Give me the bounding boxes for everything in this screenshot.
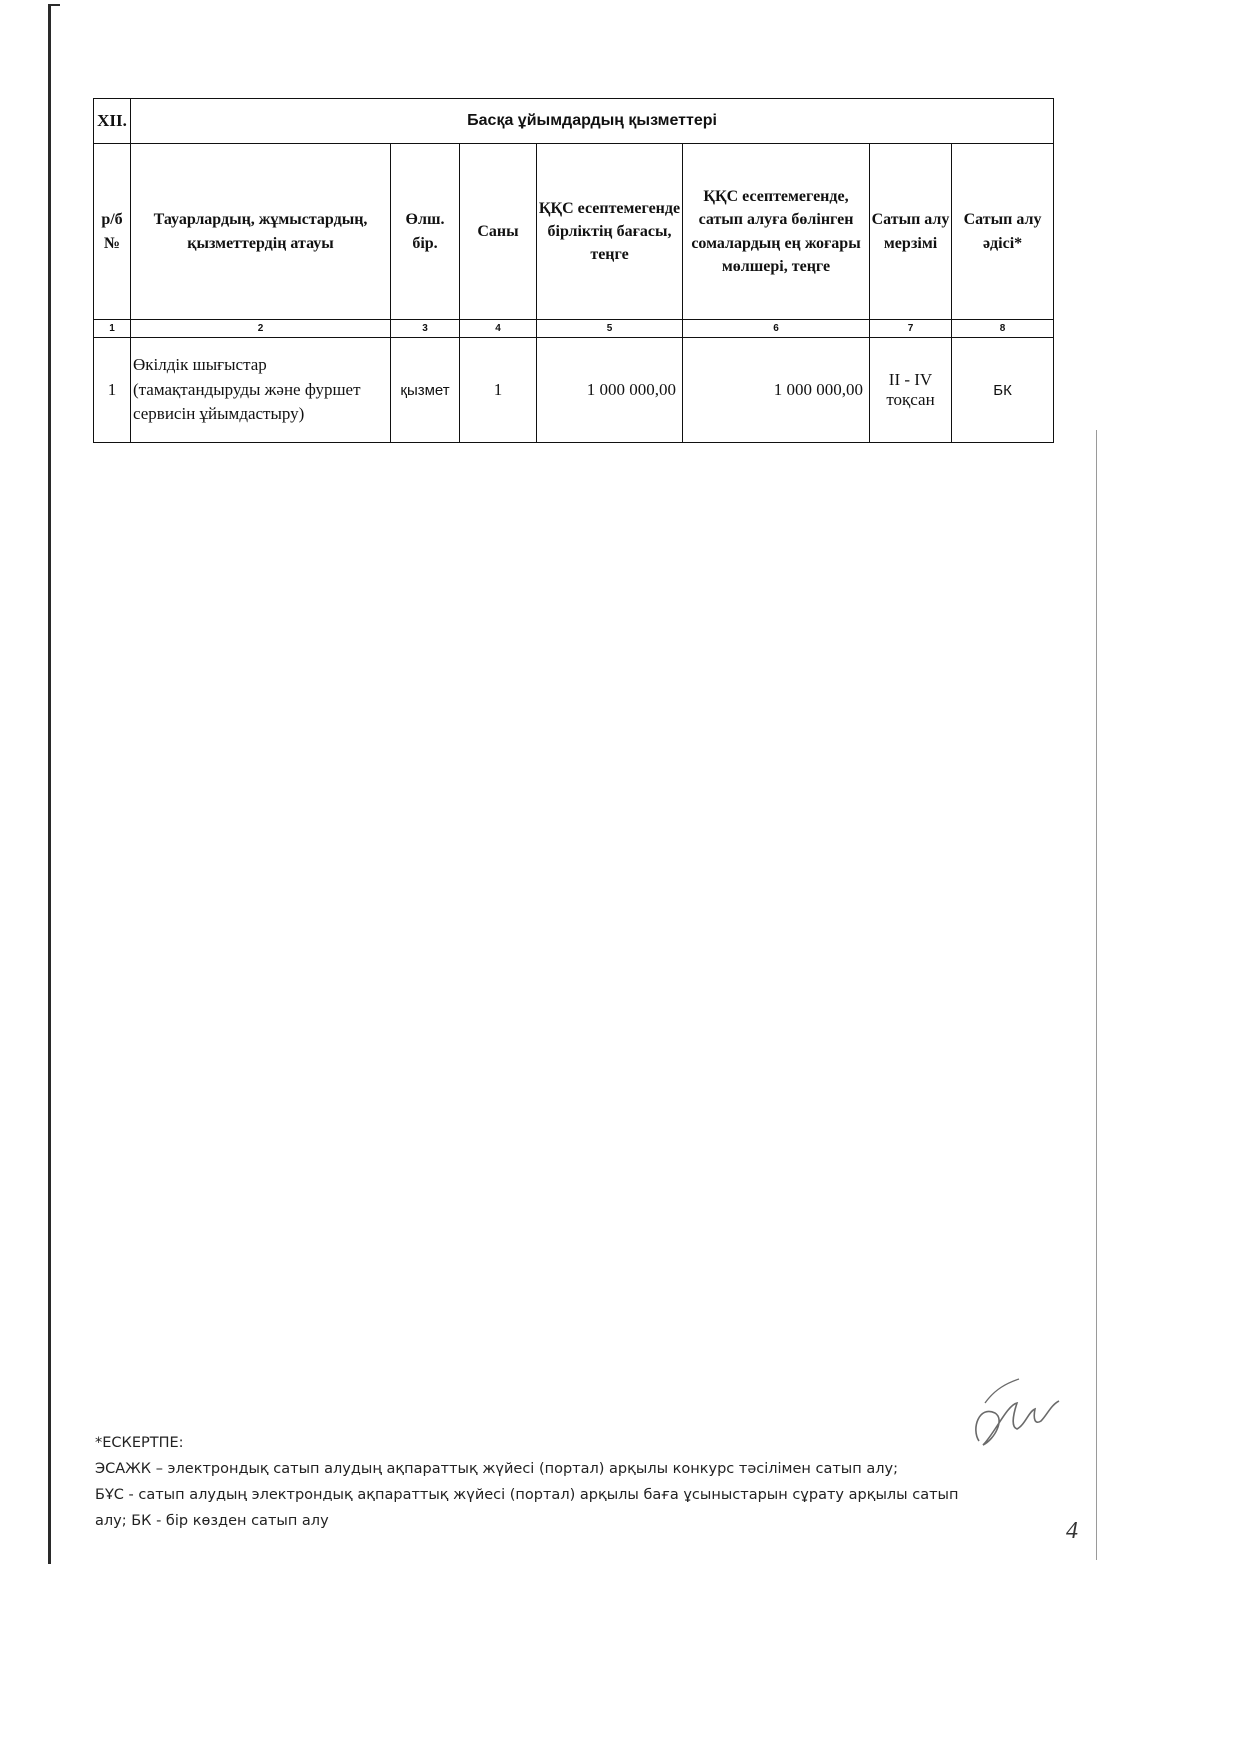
column-number: 8 [952, 320, 1054, 338]
header-row-number: р/б № [94, 144, 131, 320]
column-number: 7 [870, 320, 952, 338]
header-unit: Өлш. бір. [391, 144, 460, 320]
procurement-method: БК [952, 338, 1054, 443]
column-number: 4 [460, 320, 537, 338]
unit-price: 1 000 000,00 [537, 338, 683, 443]
column-number: 6 [683, 320, 870, 338]
page-number: 4 [1066, 1518, 1078, 1544]
notes-section [95, 1430, 995, 1534]
scan-top-edge [48, 4, 60, 6]
column-number: 3 [391, 320, 460, 338]
column-number: 1 [94, 320, 131, 338]
scan-right-edge [1096, 430, 1097, 1560]
column-header-row [94, 144, 1054, 320]
item-name: Өкілдік шығыстар (тамақтандыруды және фуршет сервисін ұйымдастыру) [131, 338, 391, 443]
header-unit-price: ҚҚС есептемегенде бірліктің бағасы, теңге [537, 144, 683, 320]
section-number: XII. [94, 99, 131, 144]
column-number-row [94, 320, 1054, 338]
unit: қызмет [391, 338, 460, 443]
table-row [94, 338, 1054, 443]
notes-title: *ЕСКЕРТПЕ: [95, 1435, 184, 1451]
max-amount: 1 000 000,00 [683, 338, 870, 443]
header-max-amount: ҚҚС есептемегенде, сатып алуға бөлінген сомалардың ең жоғары мөлшері, теңге [683, 144, 870, 320]
header-quantity: Саны [460, 144, 537, 320]
section-title: Басқа ұйымдардың қызметтері [131, 99, 1054, 144]
note-line: ЭСАЖК – электрондық сатып алудың ақпараттық жүйесі (портал) арқылы конкурс тәсілімен сатып алу; [95, 1461, 898, 1477]
note-line: БҰС - сатып алудың электрондық ақпараттық жүйесі (портал) арқылы баға ұсыныстарын сұрату арқылы сатып [95, 1487, 959, 1503]
row-number: 1 [94, 338, 131, 443]
column-number: 2 [131, 320, 391, 338]
column-number: 5 [537, 320, 683, 338]
header-item-name: Тауарлардың, жұмыстардың, қызметтердің атауы [131, 144, 391, 320]
header-method: Сатып алу әдісі* [952, 144, 1054, 320]
header-period: Сатып алу мерзімі [870, 144, 952, 320]
note-line: алу; БК - бір көзден сатып алу [95, 1513, 329, 1529]
procurement-period: II - IV тоқсан [870, 338, 952, 443]
section-header-row [94, 99, 1054, 144]
procurement-table [93, 98, 1054, 443]
scan-left-edge [48, 4, 51, 1564]
quantity: 1 [460, 338, 537, 443]
